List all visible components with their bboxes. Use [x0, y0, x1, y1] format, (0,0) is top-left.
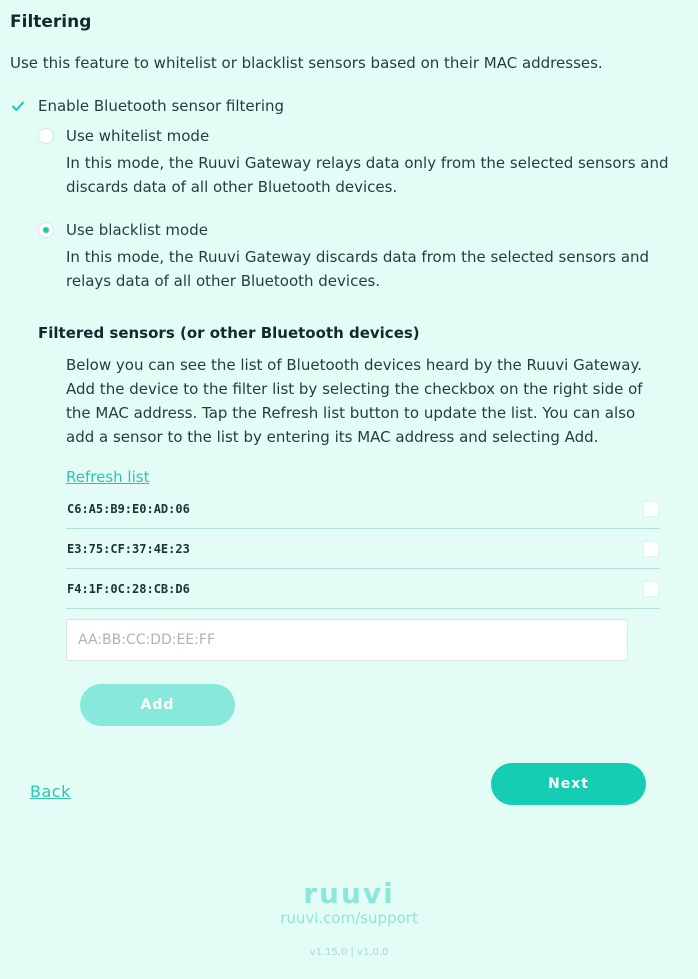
back-link[interactable]: Back	[30, 782, 71, 801]
enable-filtering-row[interactable]	[10, 97, 284, 115]
device-checkbox[interactable]	[643, 501, 659, 517]
refresh-list-link[interactable]: Refresh list	[66, 468, 150, 486]
support-link[interactable]: ruuvi.com/support	[280, 909, 418, 927]
whitelist-mode-description: In this mode, the Ruuvi Gateway relays data only from the selected sensors and discards data of all other Bluetooth devices.	[66, 154, 669, 196]
filtered-sensors-description: Below you can see the list of Bluetooth devices heard by the Ruuvi Gateway. Add the device to the filter list by selecting the checkbox on the right side of the MAC address. Tap the Refresh list button to update the list. You can also add a sensor to the list by entering its MAC address and selecting Add.	[66, 356, 643, 446]
whitelist-mode-radio[interactable]	[38, 128, 54, 144]
blacklist-mode-option[interactable]	[38, 221, 208, 239]
blacklist-mode-label: Use blacklist mode	[66, 221, 208, 239]
mac-address-input[interactable]	[66, 619, 628, 661]
device-row	[66, 529, 660, 569]
device-row	[66, 489, 660, 529]
enable-filtering-checkbox[interactable]	[10, 98, 26, 114]
page-title: Filtering	[10, 12, 92, 32]
whitelist-mode-option[interactable]	[38, 127, 209, 145]
device-row	[66, 569, 660, 609]
device-mac: F4:1F:0C:28:CB:D6	[67, 581, 190, 596]
device-checkbox[interactable]	[643, 581, 659, 597]
add-button[interactable]: Add	[80, 684, 235, 726]
device-list	[66, 489, 660, 609]
device-mac: E3:75:CF:37:4E:23	[67, 541, 190, 556]
next-button[interactable]: Next	[491, 763, 646, 805]
blacklist-mode-radio[interactable]	[38, 222, 54, 238]
page-intro: Use this feature to whitelist or blacklist sensors based on their MAC addresses.	[10, 54, 603, 72]
check-icon	[11, 99, 25, 113]
device-mac: C6:A5:B9:E0:AD:06	[67, 501, 190, 516]
device-checkbox[interactable]	[643, 541, 659, 557]
filtered-sensors-title: Filtered sensors (or other Bluetooth devices)	[38, 324, 420, 342]
enable-filtering-label: Enable Bluetooth sensor filtering	[38, 97, 285, 115]
ruuvi-logo: ruuvi	[303, 877, 395, 910]
blacklist-mode-description: In this mode, the Ruuvi Gateway discards data from the selected sensors and relays data of all other Bluetooth devices.	[66, 248, 650, 290]
whitelist-mode-label: Use whitelist mode	[66, 127, 210, 145]
version-text: v1.15.0 | v1.0.0	[309, 947, 389, 958]
